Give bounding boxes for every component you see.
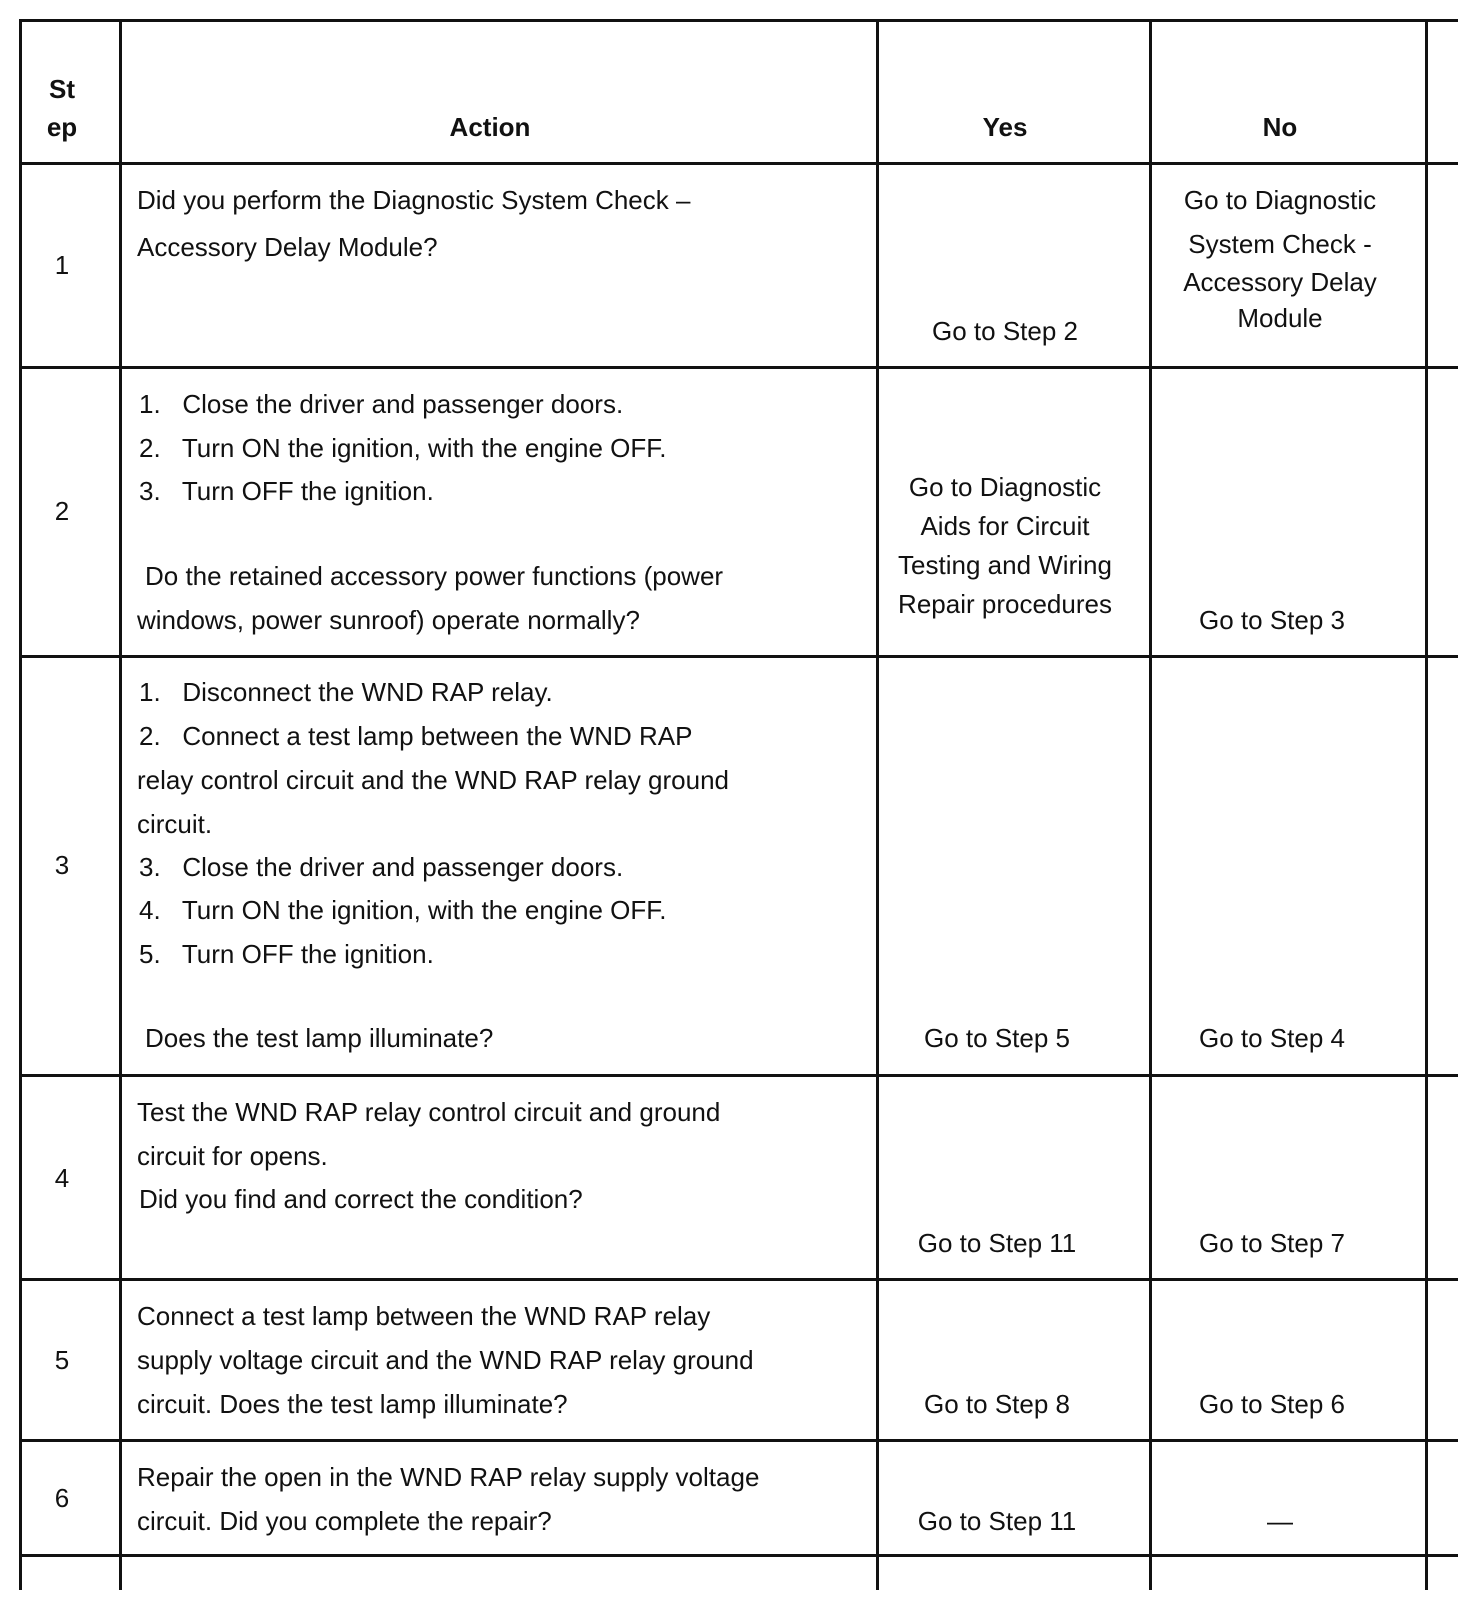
step-number: 1	[54, 250, 70, 280]
yes-result: Go to Step 11	[917, 1506, 1077, 1536]
yes-result: Go to Step 11	[917, 1228, 1077, 1258]
action-line: 3. Close the driver and passenger doors.	[139, 852, 624, 882]
no-result: Go to Step 3	[1199, 605, 1345, 635]
action-line: Does the test lamp illuminate?	[145, 1023, 494, 1053]
header-action: Action	[449, 112, 531, 142]
row-divider	[19, 1074, 1458, 1077]
step-number: 4	[54, 1163, 70, 1193]
no-result: Go to Step 7	[1199, 1228, 1345, 1258]
header-step-line: St	[49, 74, 75, 104]
header-no: No	[1262, 112, 1298, 142]
row-divider	[19, 1278, 1458, 1281]
action-line: 3. Turn OFF the ignition.	[139, 476, 434, 506]
yes-result-line: Repair procedures	[898, 589, 1112, 619]
action-line: circuit. Did you complete the repair?	[137, 1506, 552, 1536]
action-line: 1. Close the driver and passenger doors.	[139, 389, 624, 419]
action-line: supply voltage circuit and the WND RAP relay ground	[137, 1345, 754, 1375]
no-result: Go to Step 6	[1199, 1389, 1345, 1419]
column-divider	[876, 19, 879, 1590]
yes-result: Go to Step 2	[932, 316, 1078, 346]
action-line: circuit. Does the test lamp illuminate?	[137, 1389, 568, 1419]
row-divider	[19, 655, 1458, 658]
row-divider	[19, 366, 1458, 369]
no-result-line: System Check -	[1188, 229, 1372, 259]
step-number: 6	[54, 1483, 70, 1513]
action-line: Do the retained accessory power functions (power	[145, 561, 724, 591]
column-divider	[119, 19, 122, 1590]
yes-result-line: Aids for Circuit	[920, 511, 1090, 541]
step-number: 5	[54, 1345, 70, 1375]
yes-result-line: Go to Diagnostic	[908, 472, 1102, 502]
no-result: Go to Step 4	[1199, 1023, 1345, 1053]
row-divider	[19, 1439, 1458, 1442]
action-line: 1. Disconnect the WND RAP relay.	[139, 677, 553, 707]
action-line: circuit for opens.	[137, 1141, 328, 1171]
action-line: 2. Connect a test lamp between the WND RAP	[139, 721, 693, 751]
action-line: Connect a test lamp between the WND RAP relay	[137, 1301, 711, 1331]
action-line: Repair the open in the WND RAP relay supply voltage	[137, 1462, 760, 1492]
step-number: 3	[54, 850, 70, 880]
table-border	[19, 1554, 1458, 1557]
no-result: —	[1267, 1506, 1293, 1536]
yes-result: Go to Step 5	[924, 1023, 1070, 1053]
table-border	[1425, 19, 1428, 1590]
yes-result-line: Testing and Wiring	[898, 550, 1112, 580]
action-line: Did you find and correct the condition?	[139, 1184, 583, 1214]
action-line: 2. Turn ON the ignition, with the engine OFF.	[139, 433, 667, 463]
no-result-line: Module	[1237, 303, 1323, 333]
row-divider	[19, 162, 1458, 165]
action-line: circuit.	[137, 809, 213, 839]
action-line: relay control circuit and the WND RAP relay ground	[137, 765, 729, 795]
header-yes: Yes	[982, 112, 1028, 142]
action-line: 4. Turn ON the ignition, with the engine OFF.	[139, 895, 667, 925]
step-number: 2	[54, 496, 70, 526]
action-line: 5. Turn OFF the ignition.	[139, 939, 434, 969]
header-step-line: ep	[46, 112, 78, 142]
action-line: Did you perform the Diagnostic System Check –	[137, 185, 691, 215]
no-result-line: Accessory Delay	[1183, 267, 1377, 297]
action-line: windows, power sunroof) operate normally?	[137, 605, 640, 635]
table-border	[19, 19, 1458, 22]
action-line: Accessory Delay Module?	[137, 232, 438, 262]
action-line: Test the WND RAP relay control circuit and ground	[137, 1097, 721, 1127]
no-result-line: Go to Diagnostic	[1183, 185, 1377, 215]
yes-result: Go to Step 8	[924, 1389, 1070, 1419]
